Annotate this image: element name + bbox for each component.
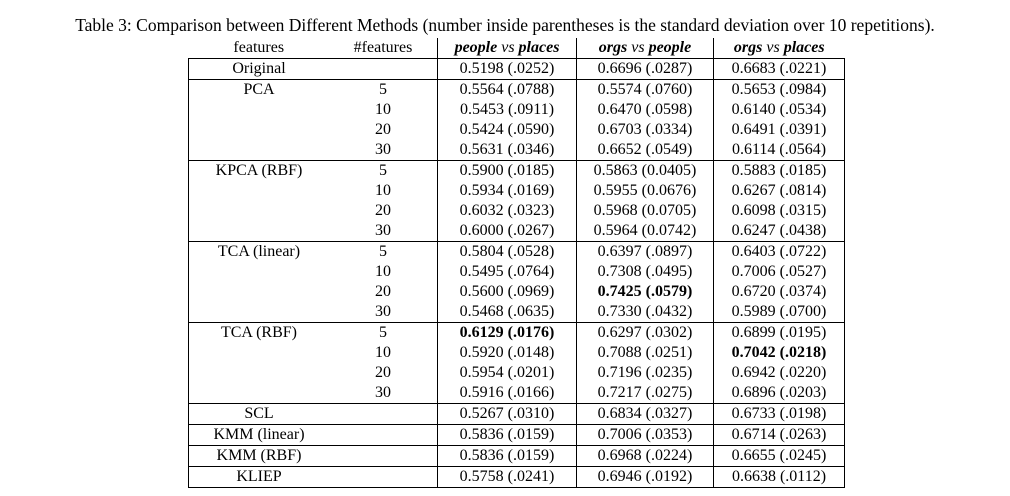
method-empty-cell	[189, 282, 330, 302]
num-features-cell: 20	[375, 121, 391, 138]
score-cell: 0.7308 (.0495)	[577, 262, 714, 282]
table-row	[189, 262, 845, 282]
method-empty-cell	[189, 383, 330, 404]
method-empty-cell	[189, 363, 330, 383]
score-cell: 0.5468 (.0635)	[438, 302, 577, 323]
method-empty-cell	[189, 343, 330, 363]
score-cell: 0.7088 (.0251)	[577, 343, 714, 363]
num-features-cell: 30	[375, 222, 391, 239]
table-row	[189, 242, 845, 263]
header-features: features	[233, 39, 285, 56]
method-name-cell: SCL	[189, 404, 330, 425]
score-cell: 0.6946 (.0192)	[577, 467, 714, 488]
num-features-cell	[329, 467, 438, 488]
num-features-cell	[329, 446, 438, 467]
method-name-cell: KLIEP	[189, 467, 330, 488]
header-col1-a: people	[454, 39, 498, 56]
score-cell: 0.7330 (.0432)	[577, 302, 714, 323]
score-cell: 0.6397 (.0897)	[577, 242, 714, 263]
score-cell: 0.6703 (.0334)	[577, 120, 714, 140]
score-cell: 0.6114 (.0564)	[714, 140, 845, 161]
score-cell: 0.5574 (.0760)	[577, 80, 714, 101]
table-row	[189, 80, 845, 101]
table-row	[189, 282, 845, 302]
header-orgs-vs-people	[577, 38, 714, 59]
score-cell: 0.5631 (.0346)	[438, 140, 577, 161]
score-cell: 0.5955 (0.0676)	[577, 181, 714, 201]
method-name-cell: TCA (RBF)	[189, 323, 330, 344]
score-cell: 0.5600 (.0969)	[438, 282, 577, 302]
score-cell: 0.6032 (.0323)	[438, 201, 577, 221]
score-cell: 0.5863 (0.0405)	[577, 161, 714, 182]
score-cell: 0.7196 (.0235)	[577, 363, 714, 383]
results-table	[188, 38, 845, 488]
num-features-cell: 30	[375, 384, 391, 401]
num-features-cell: 10	[375, 344, 391, 361]
header-col1-vs: vs	[501, 39, 515, 56]
num-features-cell: 10	[375, 182, 391, 199]
score-cell: 0.5198 (.0252)	[438, 59, 577, 80]
num-features-cell: 10	[375, 101, 391, 118]
score-cell: 0.6714 (.0263)	[714, 425, 845, 446]
score-cell: 0.6968 (.0224)	[577, 446, 714, 467]
score-cell: 0.5424 (.0590)	[438, 120, 577, 140]
score-cell: 0.6638 (.0112)	[714, 467, 845, 488]
header-col2-b: people	[648, 39, 692, 56]
score-cell: 0.5758 (.0241)	[438, 467, 577, 488]
score-cell: 0.6720 (.0374)	[714, 282, 845, 302]
score-cell: 0.6696 (.0287)	[577, 59, 714, 80]
score-cell: 0.6403 (.0722)	[714, 242, 845, 263]
table-row	[189, 120, 845, 140]
num-features-cell: 20	[375, 202, 391, 219]
score-cell: 0.5804 (.0528)	[438, 242, 577, 263]
table-row	[189, 140, 845, 161]
score-cell: 0.7425 (.0579)	[577, 282, 714, 302]
table-row	[189, 383, 845, 404]
table-row	[189, 404, 845, 425]
table-header	[189, 38, 845, 59]
method-empty-cell	[189, 120, 330, 140]
score-cell: 0.6942 (.0220)	[714, 363, 845, 383]
method-name-cell: Original	[189, 59, 330, 80]
method-name-cell: KPCA (RBF)	[189, 161, 330, 182]
num-features-cell: 5	[329, 80, 438, 101]
method-name-cell: TCA (linear)	[189, 242, 330, 263]
table-row	[189, 363, 845, 383]
method-empty-cell	[189, 302, 330, 323]
num-features-cell: 20	[375, 283, 391, 300]
table-body	[189, 59, 845, 488]
method-empty-cell	[189, 201, 330, 221]
table-row	[189, 201, 845, 221]
score-cell: 0.7042 (.0218)	[714, 343, 845, 363]
num-features-cell	[329, 404, 438, 425]
score-cell: 0.6683 (.0221)	[714, 59, 845, 80]
score-cell: 0.5900 (.0185)	[438, 161, 577, 182]
score-cell: 0.6899 (.0195)	[714, 323, 845, 344]
score-cell: 0.5883 (.0185)	[714, 161, 845, 182]
score-cell: 0.5267 (.0310)	[438, 404, 577, 425]
num-features-cell	[329, 425, 438, 446]
score-cell: 0.5964 (0.0742)	[577, 221, 714, 242]
num-features-cell: 30	[375, 141, 391, 158]
header-col2-vs: vs	[631, 39, 645, 56]
score-cell: 0.5653 (.0984)	[714, 80, 845, 101]
score-cell: 0.6140 (.0534)	[714, 100, 845, 120]
score-cell: 0.6896 (.0203)	[714, 383, 845, 404]
table-row	[189, 302, 845, 323]
num-features-cell: 5	[329, 161, 438, 182]
score-cell: 0.5836 (.0159)	[438, 446, 577, 467]
score-cell: 0.6129 (.0176)	[438, 323, 577, 344]
table-row	[189, 161, 845, 182]
score-cell: 0.7217 (.0275)	[577, 383, 714, 404]
header-num-features: #features	[353, 39, 413, 56]
header-col2-a: orgs	[598, 39, 628, 56]
num-features-cell: 30	[375, 303, 391, 320]
score-cell: 0.6834 (.0327)	[577, 404, 714, 425]
score-cell: 0.5495 (.0764)	[438, 262, 577, 282]
method-name-cell: KMM (RBF)	[189, 446, 330, 467]
score-cell: 0.6098 (.0315)	[714, 201, 845, 221]
header-people-vs-places	[438, 38, 577, 59]
score-cell: 0.5916 (.0166)	[438, 383, 577, 404]
table-row	[189, 343, 845, 363]
score-cell: 0.5934 (.0169)	[438, 181, 577, 201]
score-cell: 0.5920 (.0148)	[438, 343, 577, 363]
header-orgs-vs-places	[714, 38, 845, 59]
method-empty-cell	[189, 181, 330, 201]
score-cell: 0.7006 (.0353)	[577, 425, 714, 446]
score-cell: 0.6652 (.0549)	[577, 140, 714, 161]
score-cell: 0.6247 (.0438)	[714, 221, 845, 242]
score-cell: 0.6267 (.0814)	[714, 181, 845, 201]
results-table-container	[188, 38, 845, 488]
num-features-cell: 10	[375, 263, 391, 280]
table-row	[189, 221, 845, 242]
method-empty-cell	[189, 262, 330, 282]
score-cell: 0.5968 (0.0705)	[577, 201, 714, 221]
table-row	[189, 59, 845, 80]
header-col3-b: places	[783, 39, 825, 56]
method-empty-cell	[189, 140, 330, 161]
score-cell: 0.6470 (.0598)	[577, 100, 714, 120]
score-cell: 0.6297 (.0302)	[577, 323, 714, 344]
header-col3-vs: vs	[766, 39, 780, 56]
score-cell: 0.6655 (.0245)	[714, 446, 845, 467]
table-row	[189, 467, 845, 488]
table-row	[189, 425, 845, 446]
score-cell: 0.6733 (.0198)	[714, 404, 845, 425]
header-col3-a: orgs	[733, 39, 763, 56]
method-name-cell: KMM (linear)	[189, 425, 330, 446]
num-features-cell	[329, 59, 438, 80]
header-col1-b: places	[518, 39, 560, 56]
table-caption: Table 3: Comparison between Different Methods (number inside parentheses is the standard deviation over 10 repetitions).	[75, 15, 935, 35]
table-row	[189, 100, 845, 120]
score-cell: 0.5564 (.0788)	[438, 80, 577, 101]
score-cell: 0.5954 (.0201)	[438, 363, 577, 383]
header-row	[189, 38, 845, 59]
score-cell: 0.5453 (.0911)	[438, 100, 577, 120]
score-cell: 0.6000 (.0267)	[438, 221, 577, 242]
method-name-cell: PCA	[189, 80, 330, 101]
method-empty-cell	[189, 100, 330, 120]
table-row	[189, 323, 845, 344]
score-cell: 0.5989 (.0700)	[714, 302, 845, 323]
score-cell: 0.7006 (.0527)	[714, 262, 845, 282]
table-row	[189, 446, 845, 467]
table-row	[189, 181, 845, 201]
num-features-cell: 5	[329, 323, 438, 344]
score-cell: 0.6491 (.0391)	[714, 120, 845, 140]
method-empty-cell	[189, 221, 330, 242]
num-features-cell: 5	[329, 242, 438, 263]
score-cell: 0.5836 (.0159)	[438, 425, 577, 446]
num-features-cell: 20	[375, 364, 391, 381]
